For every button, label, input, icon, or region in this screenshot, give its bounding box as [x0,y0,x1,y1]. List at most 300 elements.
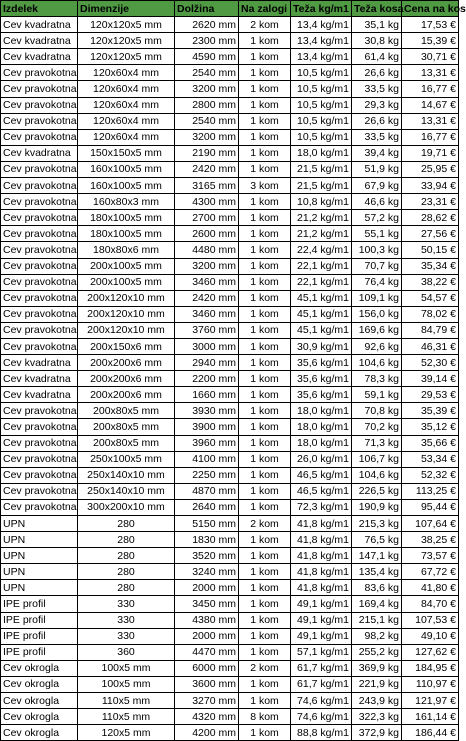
cell-na-zalogi[interactable]: 1 kom [239,580,291,596]
cell-teza-kos[interactable]: 215,1 kg [352,612,402,628]
cell-dimenzije[interactable]: 110x5 mm [78,709,175,725]
cell-cena[interactable]: 13,31 € [402,65,459,81]
cell-cena[interactable]: 16,77 € [402,129,459,145]
cell-dimenzije[interactable]: 120x120x5 mm [78,49,175,65]
cell-cena[interactable]: 46,31 € [402,338,459,354]
cell-na-zalogi[interactable]: 2 kom [239,17,291,33]
cell-dimenzije[interactable]: 200x120x10 mm [78,322,175,338]
cell-dolzina[interactable]: 2420 mm [175,290,239,306]
cell-cena[interactable]: 39,14 € [402,371,459,387]
cell-dolzina[interactable]: 3165 mm [175,178,239,194]
cell-dolzina[interactable]: 4470 mm [175,644,239,660]
cell-na-zalogi[interactable]: 1 kom [239,499,291,515]
cell-teza-m[interactable]: 41,8 kg/m1 [291,516,352,532]
cell-dolzina[interactable]: 2540 mm [175,65,239,81]
cell-teza-kos[interactable]: 83,6 kg [352,580,402,596]
cell-izdelek[interactable]: Cev pravokotna [1,258,78,274]
cell-dimenzije[interactable]: 180x100x5 mm [78,226,175,242]
cell-dimenzije[interactable]: 200x200x6 mm [78,371,175,387]
cell-teza-m[interactable]: 88,8 kg/m1 [291,725,352,741]
cell-na-zalogi[interactable]: 1 kom [239,65,291,81]
cell-teza-m[interactable]: 74,6 kg/m1 [291,709,352,725]
cell-teza-m[interactable]: 41,8 kg/m1 [291,564,352,580]
cell-teza-kos[interactable]: 33,5 kg [352,129,402,145]
cell-teza-m[interactable]: 35,6 kg/m1 [291,355,352,371]
cell-na-zalogi[interactable]: 1 kom [239,129,291,145]
cell-cena[interactable]: 84,70 € [402,596,459,612]
cell-na-zalogi[interactable]: 1 kom [239,693,291,709]
cell-na-zalogi[interactable]: 8 kom [239,709,291,725]
cell-teza-m[interactable]: 41,8 kg/m1 [291,548,352,564]
cell-teza-m[interactable]: 13,4 kg/m1 [291,49,352,65]
cell-dimenzije[interactable]: 330 [78,612,175,628]
cell-izdelek[interactable]: Cev pravokotna [1,499,78,515]
cell-teza-m[interactable]: 10,5 kg/m1 [291,81,352,97]
cell-na-zalogi[interactable]: 1 kom [239,435,291,451]
cell-na-zalogi[interactable]: 1 kom [239,596,291,612]
cell-cena[interactable]: 27,56 € [402,226,459,242]
cell-teza-kos[interactable]: 70,8 kg [352,403,402,419]
cell-cena[interactable]: 16,77 € [402,81,459,97]
cell-teza-m[interactable]: 41,8 kg/m1 [291,532,352,548]
cell-teza-kos[interactable]: 55,1 kg [352,226,402,242]
cell-dolzina[interactable]: 4480 mm [175,242,239,258]
cell-dolzina[interactable]: 2600 mm [175,226,239,242]
cell-izdelek[interactable]: Cev pravokotna [1,483,78,499]
cell-izdelek[interactable]: Cev kvadratna [1,33,78,49]
cell-teza-kos[interactable]: 51,9 kg [352,161,402,177]
cell-na-zalogi[interactable]: 1 kom [239,612,291,628]
cell-izdelek[interactable]: Cev pravokotna [1,242,78,258]
cell-dolzina[interactable]: 1660 mm [175,387,239,403]
cell-cena[interactable]: 186,44 € [402,725,459,741]
cell-dolzina[interactable]: 2620 mm [175,17,239,33]
cell-izdelek[interactable]: Cev okrogla [1,725,78,741]
cell-na-zalogi[interactable]: 1 kom [239,548,291,564]
cell-na-zalogi[interactable]: 1 kom [239,451,291,467]
cell-cena[interactable]: 121,97 € [402,693,459,709]
cell-cena[interactable]: 49,10 € [402,628,459,644]
cell-teza-m[interactable]: 74,6 kg/m1 [291,693,352,709]
cell-dimenzije[interactable]: 120x120x5 mm [78,17,175,33]
cell-cena[interactable]: 35,34 € [402,258,459,274]
cell-teza-kos[interactable]: 76,4 kg [352,274,402,290]
cell-cena[interactable]: 41,80 € [402,580,459,596]
cell-teza-kos[interactable]: 92,6 kg [352,338,402,354]
cell-teza-m[interactable]: 21,2 kg/m1 [291,226,352,242]
cell-dimenzije[interactable]: 200x100x5 mm [78,274,175,290]
cell-izdelek[interactable]: Cev kvadratna [1,49,78,65]
cell-teza-kos[interactable]: 372,9 kg [352,725,402,741]
cell-izdelek[interactable]: Cev kvadratna [1,371,78,387]
cell-teza-kos[interactable]: 135,4 kg [352,564,402,580]
cell-teza-kos[interactable]: 59,1 kg [352,387,402,403]
cell-dolzina[interactable]: 4870 mm [175,483,239,499]
cell-dolzina[interactable]: 3460 mm [175,306,239,322]
cell-dimenzije[interactable]: 250x140x10 mm [78,483,175,499]
cell-dolzina[interactable]: 3200 mm [175,81,239,97]
cell-na-zalogi[interactable]: 3 kom [239,178,291,194]
cell-izdelek[interactable]: Cev okrogla [1,693,78,709]
cell-cena[interactable]: 33,94 € [402,178,459,194]
cell-dimenzije[interactable]: 160x80x3 mm [78,194,175,210]
header-izdelek[interactable]: Izdelek [1,1,78,17]
cell-dimenzije[interactable]: 280 [78,580,175,596]
cell-cena[interactable]: 107,53 € [402,612,459,628]
cell-dimenzije[interactable]: 200x80x5 mm [78,403,175,419]
cell-dolzina[interactable]: 4590 mm [175,49,239,65]
cell-cena[interactable]: 30,71 € [402,49,459,65]
cell-teza-kos[interactable]: 104,6 kg [352,467,402,483]
cell-izdelek[interactable]: Cev kvadratna [1,17,78,33]
cell-dolzina[interactable]: 3460 mm [175,274,239,290]
cell-dolzina[interactable]: 3520 mm [175,548,239,564]
cell-dimenzije[interactable]: 330 [78,628,175,644]
cell-dolzina[interactable]: 2800 mm [175,97,239,113]
cell-teza-kos[interactable]: 26,6 kg [352,65,402,81]
header-cena[interactable]: Cena na kos [402,1,459,17]
cell-dimenzije[interactable]: 200x150x6 mm [78,338,175,354]
cell-dolzina[interactable]: 3240 mm [175,564,239,580]
cell-cena[interactable]: 25,95 € [402,161,459,177]
cell-cena[interactable]: 15,39 € [402,33,459,49]
cell-izdelek[interactable]: IPE profil [1,596,78,612]
cell-izdelek[interactable]: UPN [1,564,78,580]
cell-teza-kos[interactable]: 33,5 kg [352,81,402,97]
cell-na-zalogi[interactable]: 1 kom [239,676,291,692]
cell-na-zalogi[interactable]: 1 kom [239,387,291,403]
header-teza-m[interactable]: Teža kg/m1 [291,1,352,17]
cell-dolzina[interactable]: 4320 mm [175,709,239,725]
cell-na-zalogi[interactable]: 1 kom [239,290,291,306]
cell-teza-kos[interactable]: 71,3 kg [352,435,402,451]
cell-na-zalogi[interactable]: 1 kom [239,274,291,290]
cell-teza-m[interactable]: 10,5 kg/m1 [291,97,352,113]
cell-teza-kos[interactable]: 156,0 kg [352,306,402,322]
cell-dimenzije[interactable]: 120x60x4 mm [78,81,175,97]
cell-dimenzije[interactable]: 250x140x10 mm [78,467,175,483]
cell-na-zalogi[interactable]: 2 kom [239,660,291,676]
cell-izdelek[interactable]: Cev pravokotna [1,113,78,129]
cell-na-zalogi[interactable]: 1 kom [239,628,291,644]
cell-teza-m[interactable]: 21,5 kg/m1 [291,178,352,194]
cell-na-zalogi[interactable]: 1 kom [239,194,291,210]
cell-dimenzije[interactable]: 200x200x6 mm [78,387,175,403]
cell-dimenzije[interactable]: 160x100x5 mm [78,178,175,194]
cell-cena[interactable]: 161,14 € [402,709,459,725]
cell-teza-kos[interactable]: 78,3 kg [352,371,402,387]
cell-teza-m[interactable]: 13,4 kg/m1 [291,17,352,33]
cell-teza-m[interactable]: 18,0 kg/m1 [291,403,352,419]
cell-dolzina[interactable]: 3600 mm [175,676,239,692]
cell-cena[interactable]: 35,66 € [402,435,459,451]
cell-teza-m[interactable]: 35,6 kg/m1 [291,371,352,387]
cell-dimenzije[interactable]: 120x60x4 mm [78,97,175,113]
cell-izdelek[interactable]: Cev pravokotna [1,467,78,483]
cell-dolzina[interactable]: 3900 mm [175,419,239,435]
cell-teza-kos[interactable]: 35,1 kg [352,17,402,33]
cell-na-zalogi[interactable]: 1 kom [239,49,291,65]
cell-cena[interactable]: 14,67 € [402,97,459,113]
header-teza-kos[interactable]: Teža kosa [352,1,402,17]
cell-teza-m[interactable]: 61,7 kg/m1 [291,660,352,676]
cell-izdelek[interactable]: Cev okrogla [1,676,78,692]
cell-na-zalogi[interactable]: 1 kom [239,258,291,274]
cell-cena[interactable]: 28,62 € [402,210,459,226]
cell-dimenzije[interactable]: 360 [78,644,175,660]
cell-dolzina[interactable]: 4100 mm [175,451,239,467]
cell-izdelek[interactable]: Cev pravokotna [1,419,78,435]
cell-teza-m[interactable]: 49,1 kg/m1 [291,612,352,628]
cell-cena[interactable]: 35,12 € [402,419,459,435]
cell-na-zalogi[interactable]: 1 kom [239,113,291,129]
cell-dimenzije[interactable]: 120x5 mm [78,725,175,741]
cell-teza-m[interactable]: 18,0 kg/m1 [291,145,352,161]
cell-teza-kos[interactable]: 369,9 kg [352,660,402,676]
cell-izdelek[interactable]: UPN [1,532,78,548]
cell-cena[interactable]: 127,62 € [402,644,459,660]
cell-dimenzije[interactable]: 160x100x5 mm [78,161,175,177]
cell-izdelek[interactable]: IPE profil [1,628,78,644]
cell-teza-kos[interactable]: 221,9 kg [352,676,402,692]
cell-izdelek[interactable]: Cev pravokotna [1,306,78,322]
cell-cena[interactable]: 52,32 € [402,467,459,483]
cell-teza-kos[interactable]: 46,6 kg [352,194,402,210]
cell-teza-kos[interactable]: 61,4 kg [352,49,402,65]
cell-dolzina[interactable]: 2000 mm [175,628,239,644]
cell-teza-kos[interactable]: 100,3 kg [352,242,402,258]
cell-izdelek[interactable]: Cev pravokotna [1,435,78,451]
cell-cena[interactable]: 95,44 € [402,499,459,515]
cell-dimenzije[interactable]: 200x80x5 mm [78,419,175,435]
cell-teza-kos[interactable]: 322,3 kg [352,709,402,725]
cell-dolzina[interactable]: 2640 mm [175,499,239,515]
cell-dimenzije[interactable]: 120x60x4 mm [78,113,175,129]
cell-izdelek[interactable]: UPN [1,580,78,596]
cell-teza-m[interactable]: 22,1 kg/m1 [291,274,352,290]
cell-dimenzije[interactable]: 100x5 mm [78,660,175,676]
cell-izdelek[interactable]: Cev pravokotna [1,451,78,467]
cell-dimenzije[interactable]: 120x60x4 mm [78,65,175,81]
cell-teza-m[interactable]: 10,5 kg/m1 [291,65,352,81]
cell-teza-m[interactable]: 49,1 kg/m1 [291,628,352,644]
cell-teza-m[interactable]: 49,1 kg/m1 [291,596,352,612]
cell-dolzina[interactable]: 3200 mm [175,258,239,274]
cell-teza-m[interactable]: 21,2 kg/m1 [291,210,352,226]
cell-izdelek[interactable]: Cev pravokotna [1,65,78,81]
cell-dimenzije[interactable]: 280 [78,548,175,564]
cell-teza-kos[interactable]: 190,9 kg [352,499,402,515]
cell-cena[interactable]: 52,30 € [402,355,459,371]
cell-dolzina[interactable]: 3960 mm [175,435,239,451]
cell-dimenzije[interactable]: 200x120x10 mm [78,290,175,306]
cell-cena[interactable]: 50,15 € [402,242,459,258]
cell-teza-m[interactable]: 10,5 kg/m1 [291,113,352,129]
cell-na-zalogi[interactable]: 1 kom [239,33,291,49]
cell-dimenzije[interactable]: 100x5 mm [78,676,175,692]
cell-dimenzije[interactable]: 120x60x4 mm [78,129,175,145]
cell-teza-m[interactable]: 13,4 kg/m1 [291,33,352,49]
cell-teza-kos[interactable]: 98,2 kg [352,628,402,644]
cell-teza-kos[interactable]: 26,6 kg [352,113,402,129]
cell-izdelek[interactable]: Cev pravokotna [1,290,78,306]
cell-cena[interactable]: 38,25 € [402,532,459,548]
cell-cena[interactable]: 78,02 € [402,306,459,322]
cell-dimenzije[interactable]: 280 [78,516,175,532]
cell-teza-m[interactable]: 72,3 kg/m1 [291,499,352,515]
cell-na-zalogi[interactable]: 1 kom [239,306,291,322]
cell-izdelek[interactable]: IPE profil [1,612,78,628]
cell-na-zalogi[interactable]: 1 kom [239,81,291,97]
header-na-zalogi[interactable]: Na zalogi [239,1,291,17]
cell-dolzina[interactable]: 2940 mm [175,355,239,371]
cell-dolzina[interactable]: 2190 mm [175,145,239,161]
cell-teza-kos[interactable]: 169,4 kg [352,596,402,612]
cell-teza-kos[interactable]: 70,2 kg [352,419,402,435]
cell-dolzina[interactable]: 5150 mm [175,516,239,532]
cell-dolzina[interactable]: 4380 mm [175,612,239,628]
cell-teza-m[interactable]: 21,5 kg/m1 [291,161,352,177]
cell-teza-m[interactable]: 46,5 kg/m1 [291,483,352,499]
cell-na-zalogi[interactable]: 1 kom [239,419,291,435]
cell-cena[interactable]: 29,53 € [402,387,459,403]
cell-izdelek[interactable]: IPE profil [1,644,78,660]
cell-izdelek[interactable]: Cev pravokotna [1,81,78,97]
cell-cena[interactable]: 23,31 € [402,194,459,210]
cell-dolzina[interactable]: 2540 mm [175,113,239,129]
cell-dimenzije[interactable]: 150x150x5 mm [78,145,175,161]
cell-na-zalogi[interactable]: 1 kom [239,564,291,580]
cell-teza-kos[interactable]: 215,3 kg [352,516,402,532]
cell-cena[interactable]: 184,95 € [402,660,459,676]
cell-dimenzije[interactable]: 300x200x10 mm [78,499,175,515]
cell-dimenzije[interactable]: 280 [78,564,175,580]
cell-izdelek[interactable]: Cev pravokotna [1,161,78,177]
cell-cena[interactable]: 113,25 € [402,483,459,499]
cell-teza-kos[interactable]: 169,6 kg [352,322,402,338]
cell-cena[interactable]: 19,71 € [402,145,459,161]
cell-izdelek[interactable]: Cev okrogla [1,709,78,725]
cell-na-zalogi[interactable]: 1 kom [239,226,291,242]
cell-izdelek[interactable]: Cev pravokotna [1,226,78,242]
cell-cena[interactable]: 38,22 € [402,274,459,290]
cell-dimenzije[interactable]: 200x80x5 mm [78,435,175,451]
cell-teza-kos[interactable]: 243,9 kg [352,693,402,709]
cell-teza-kos[interactable]: 226,5 kg [352,483,402,499]
cell-dolzina[interactable]: 3760 mm [175,322,239,338]
cell-izdelek[interactable]: Cev kvadratna [1,145,78,161]
cell-teza-kos[interactable]: 70,7 kg [352,258,402,274]
header-dolzina[interactable]: Dolžina [175,1,239,17]
cell-teza-m[interactable]: 45,1 kg/m1 [291,322,352,338]
cell-cena[interactable]: 67,72 € [402,564,459,580]
cell-na-zalogi[interactable]: 1 kom [239,725,291,741]
cell-izdelek[interactable]: Cev okrogla [1,660,78,676]
cell-dolzina[interactable]: 4200 mm [175,725,239,741]
header-dimenzije[interactable]: Dimenzije [78,1,175,17]
cell-izdelek[interactable]: Cev pravokotna [1,322,78,338]
cell-cena[interactable]: 13,31 € [402,113,459,129]
cell-dimenzije[interactable]: 120x120x5 mm [78,33,175,49]
cell-dolzina[interactable]: 2000 mm [175,580,239,596]
cell-teza-m[interactable]: 41,8 kg/m1 [291,580,352,596]
cell-dimenzije[interactable]: 110x5 mm [78,693,175,709]
cell-teza-m[interactable]: 30,9 kg/m1 [291,338,352,354]
cell-dimenzije[interactable]: 200x100x5 mm [78,258,175,274]
cell-teza-m[interactable]: 22,4 kg/m1 [291,242,352,258]
cell-izdelek[interactable]: Cev kvadratna [1,387,78,403]
cell-izdelek[interactable]: UPN [1,548,78,564]
cell-teza-m[interactable]: 35,6 kg/m1 [291,387,352,403]
cell-teza-m[interactable]: 26,0 kg/m1 [291,451,352,467]
cell-teza-kos[interactable]: 67,9 kg [352,178,402,194]
cell-dolzina[interactable]: 1830 mm [175,532,239,548]
cell-dolzina[interactable]: 3200 mm [175,129,239,145]
cell-teza-kos[interactable]: 109,1 kg [352,290,402,306]
cell-dimenzije[interactable]: 330 [78,596,175,612]
cell-teza-m[interactable]: 22,1 kg/m1 [291,258,352,274]
cell-cena[interactable]: 73,57 € [402,548,459,564]
cell-teza-m[interactable]: 45,1 kg/m1 [291,290,352,306]
cell-dimenzije[interactable]: 250x100x5 mm [78,451,175,467]
cell-izdelek[interactable]: Cev pravokotna [1,194,78,210]
cell-na-zalogi[interactable]: 1 kom [239,338,291,354]
cell-dolzina[interactable]: 3930 mm [175,403,239,419]
cell-na-zalogi[interactable]: 1 kom [239,355,291,371]
cell-dolzina[interactable]: 2420 mm [175,161,239,177]
cell-izdelek[interactable]: Cev pravokotna [1,178,78,194]
cell-teza-m[interactable]: 46,5 kg/m1 [291,467,352,483]
cell-cena[interactable]: 110,97 € [402,676,459,692]
cell-na-zalogi[interactable]: 1 kom [239,532,291,548]
cell-dolzina[interactable]: 3000 mm [175,338,239,354]
cell-na-zalogi[interactable]: 1 kom [239,483,291,499]
cell-teza-kos[interactable]: 76,5 kg [352,532,402,548]
cell-na-zalogi[interactable]: 1 kom [239,403,291,419]
cell-dolzina[interactable]: 4300 mm [175,194,239,210]
cell-izdelek[interactable]: UPN [1,516,78,532]
cell-teza-m[interactable]: 61,7 kg/m1 [291,676,352,692]
cell-dolzina[interactable]: 2250 mm [175,467,239,483]
cell-na-zalogi[interactable]: 1 kom [239,161,291,177]
cell-teza-kos[interactable]: 57,2 kg [352,210,402,226]
cell-dolzina[interactable]: 2200 mm [175,371,239,387]
cell-teza-m[interactable]: 45,1 kg/m1 [291,306,352,322]
cell-dimenzije[interactable]: 280 [78,532,175,548]
cell-teza-kos[interactable]: 104,6 kg [352,355,402,371]
cell-na-zalogi[interactable]: 1 kom [239,145,291,161]
cell-teza-m[interactable]: 18,0 kg/m1 [291,435,352,451]
cell-dimenzije[interactable]: 200x120x10 mm [78,306,175,322]
cell-cena[interactable]: 53,34 € [402,451,459,467]
cell-na-zalogi[interactable]: 1 kom [239,644,291,660]
cell-teza-kos[interactable]: 255,2 kg [352,644,402,660]
cell-dimenzije[interactable]: 180x100x5 mm [78,210,175,226]
cell-cena[interactable]: 107,64 € [402,516,459,532]
cell-teza-kos[interactable]: 147,1 kg [352,548,402,564]
cell-na-zalogi[interactable]: 1 kom [239,210,291,226]
cell-dimenzije[interactable]: 200x200x6 mm [78,355,175,371]
cell-dolzina[interactable]: 2700 mm [175,210,239,226]
cell-dolzina[interactable]: 2300 mm [175,33,239,49]
cell-dimenzije[interactable]: 180x80x6 mm [78,242,175,258]
cell-teza-kos[interactable]: 29,3 kg [352,97,402,113]
cell-teza-kos[interactable]: 30,8 kg [352,33,402,49]
cell-teza-kos[interactable]: 106,7 kg [352,451,402,467]
cell-cena[interactable]: 17,53 € [402,17,459,33]
cell-na-zalogi[interactable]: 1 kom [239,467,291,483]
cell-na-zalogi[interactable]: 1 kom [239,322,291,338]
